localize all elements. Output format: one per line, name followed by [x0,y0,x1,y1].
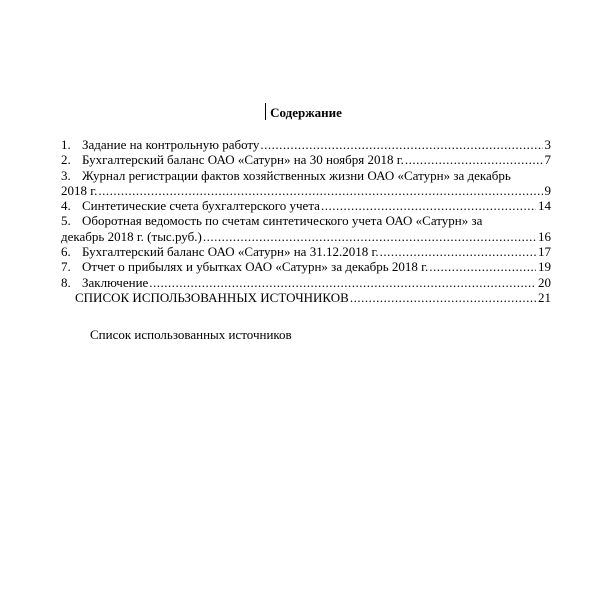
toc-entry-number: 5. [61,213,71,229]
toc-dot-leader [405,152,543,167]
toc-entry-number: 2. [61,152,71,168]
table-of-contents [61,137,551,305]
toc-entry-number: 8. [61,274,71,290]
toc-entry-number: 1. [61,137,71,152]
toc-title: Содержание [270,105,342,120]
references-section-heading: Список использованных источников [90,327,292,342]
toc-entry-references[interactable] [61,290,551,305]
toc-entry-4[interactable] [61,198,551,213]
toc-dot-leader [321,198,536,213]
toc-entry-text-continued: декабрь 2018 г. (тыс.руб.) [61,228,202,244]
toc-entry-2[interactable] [61,152,551,167]
toc-entry-page: 14 [538,198,551,214]
toc-entry-page: 17 [538,244,551,260]
toc-entry-text: Бухгалтерский баланс ОАО «Сатурн» на 31.12.2018 г. [82,244,379,260]
toc-entry-text: Журнал регистрации фактов хозяйственных жизни ОАО «Сатурн» за декабрь [82,167,511,183]
toc-entry-number: 4. [61,198,71,214]
toc-dot-leader [260,137,542,152]
toc-entry-page: 20 [538,274,551,290]
toc-entry-page: 16 [538,228,551,244]
toc-entry-page: 21 [538,289,551,305]
toc-entry-text: Отчет о прибылях и убытках ОАО «Сатурн» за декабрь 2018 г. [82,259,429,275]
toc-entry-text: Заключение [82,274,149,290]
toc-entry-1[interactable] [61,137,551,152]
toc-entry-5[interactable] [61,213,551,244]
toc-entry-7[interactable] [61,259,551,274]
toc-entry-text-continued: 2018 г. [61,182,98,198]
toc-entry-number: 3. [61,167,71,183]
toc-entry-text: Задание на контрольную работу [82,137,260,152]
toc-entry-page: 19 [538,259,551,275]
toc-entry-text: СПИСОК ИСПОЛЬЗОВАННЫХ ИСТОЧНИКОВ [75,289,349,305]
toc-dot-leader [98,183,542,198]
text-cursor [265,103,266,120]
toc-dot-leader [203,229,536,244]
toc-dot-leader [429,259,536,274]
toc-entry-page: 7 [544,152,551,168]
toc-entry-number: 7. [61,259,71,275]
toc-dot-leader [149,275,536,290]
toc-dot-leader [350,290,536,305]
toc-entry-6[interactable] [61,244,551,259]
toc-entry-page: 3 [544,137,551,152]
toc-entry-number: 6. [61,244,71,260]
toc-entry-3[interactable] [61,168,551,199]
toc-entry-8[interactable] [61,275,551,290]
toc-dot-leader [380,244,536,259]
toc-entry-text: Синтетические счета бухгалтерского учета [82,198,320,214]
toc-entry-page: 9 [544,182,551,198]
toc-entry-text: Оборотная ведомость по счетам синтетического учета ОАО «Сатурн» за [82,213,483,229]
toc-entry-text: Бухгалтерский баланс ОАО «Сатурн» на 30 ноября 2018 г. [82,152,404,168]
